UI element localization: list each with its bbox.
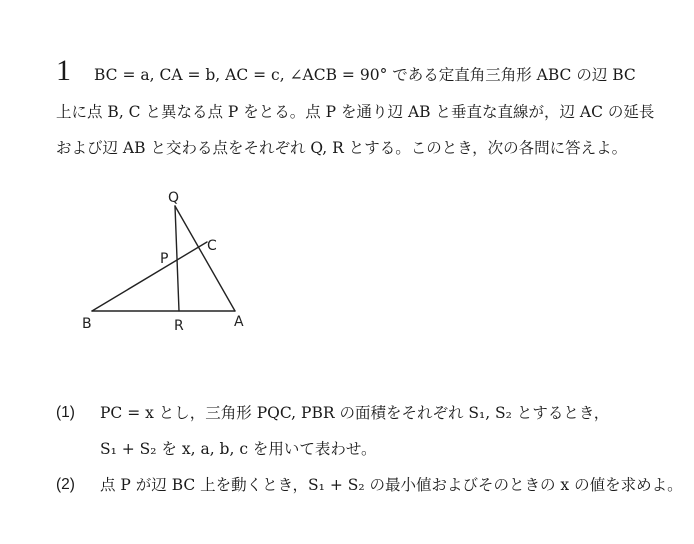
label-b: B — [82, 316, 92, 332]
label-r: R — [174, 318, 184, 334]
problem-statement-line-3: および辺 AB と交わる点をそれぞれ Q, R とする。このとき，次の各問に答えよ。 — [56, 139, 628, 157]
label-p: P — [160, 251, 169, 267]
question-1-line-2: S₁ + S₂ を x, a, b, c を用いて表わせ。 — [100, 440, 377, 458]
question-2-number: (2) — [56, 476, 75, 493]
question-1-number: (1) — [56, 404, 75, 421]
segment-bc — [92, 242, 207, 311]
problem-statement-line-1: BC = a, CA = b, AC = c, ∠ACB = 90° である定直角三角形 ABC の辺 BC — [94, 66, 636, 84]
question-1-line-1: PC = x とし，三角形 PQC, PBR の面積をそれぞれ S₁, S₂ とするとき， — [100, 404, 610, 422]
segment-qa — [175, 206, 235, 311]
label-a: A — [234, 314, 244, 330]
question-2-line-1: 点 P が辺 BC 上を動くとき，S₁ + S₂ の最小値およびそのときの x の値を求めよ。 — [100, 476, 683, 494]
problem-number: 1 — [56, 54, 71, 87]
triangle-figure — [70, 180, 280, 345]
label-c: C — [207, 238, 217, 254]
label-q: Q — [168, 190, 180, 206]
problem-statement-line-2: 上に点 B, C と異なる点 P をとる。点 P を通り辺 AB と垂直な直線が，辺 AC の延長 — [56, 103, 655, 121]
